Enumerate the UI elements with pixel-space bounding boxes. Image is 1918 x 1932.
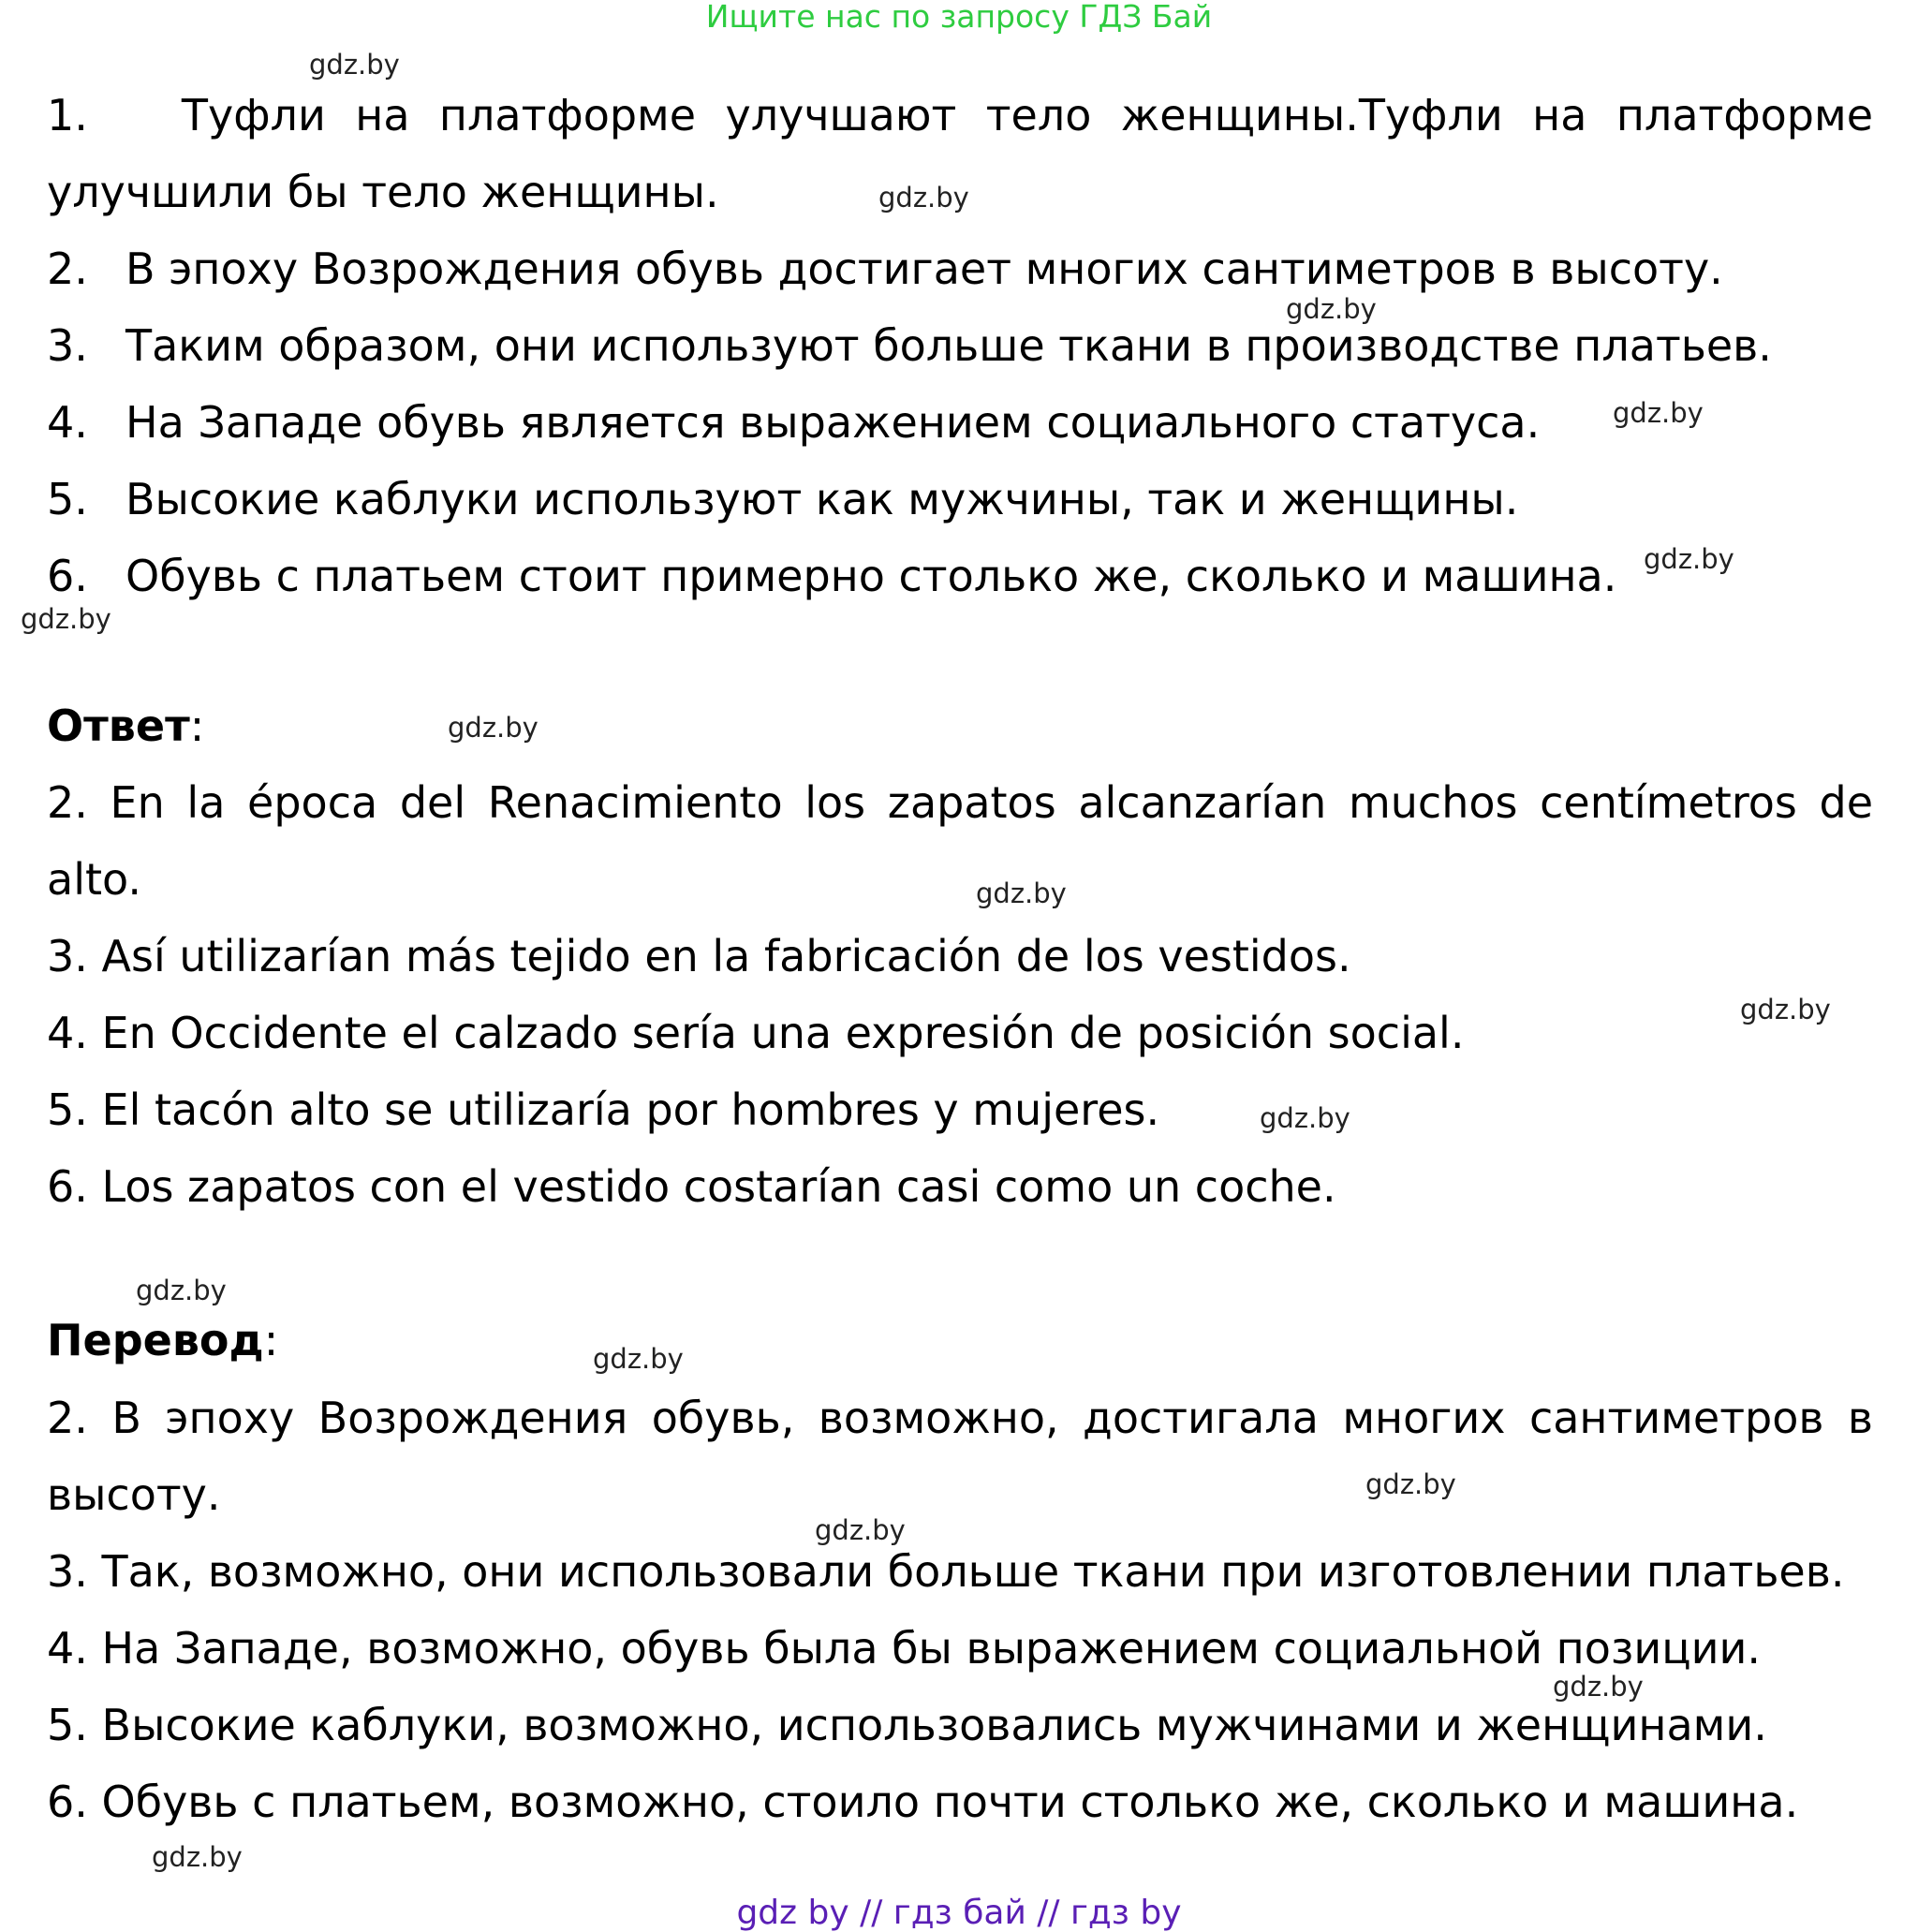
item-number: 2. (47, 243, 88, 294)
watermark: gdz.by (1644, 543, 1734, 575)
watermark: gdz.by (1365, 1468, 1456, 1500)
item-number: 4. (47, 397, 88, 448)
item-text: Таким образом, они используют больше ткани в производстве платьев. (125, 320, 1772, 371)
answer-line-1: 2. En la época del Renacimiento los zapatos alcanzarían muchos centímetros de (47, 777, 1873, 828)
item-text: Высокие каблуки используют как мужчины, так и женщины. (125, 474, 1519, 524)
watermark: gdz.by (1613, 397, 1704, 429)
answer-heading-text: Ответ (47, 701, 190, 751)
watermark: gdz.by (309, 49, 400, 81)
translation-line-5: 5. Высокие каблуки, возможно, использовались мужчинами и женщинами. (47, 1700, 1767, 1750)
watermark: gdz.by (152, 1841, 243, 1873)
search-banner: Ищите нас по запросу ГДЗ Бай (705, 0, 1213, 35)
watermark: gdz.by (448, 712, 539, 744)
watermark: gdz.by (136, 1275, 227, 1306)
translation-line-1: 2. В эпоху Возрождения обувь, возможно, достигала многих сантиметров в (47, 1393, 1873, 1443)
exercise-item-2 (47, 230, 1723, 307)
answer-line-4: 4. En Occidente el calzado sería una expresión de posición social. (47, 1008, 1465, 1058)
exercise-item-4 (47, 384, 1540, 461)
watermark: gdz.by (976, 878, 1067, 909)
exercise-item-3 (47, 307, 1772, 384)
translation-line-4: 4. На Западе, возможно, обувь была бы выражением социальной позиции. (47, 1623, 1761, 1674)
translation-heading (47, 1315, 278, 1365)
watermark: gdz.by (1553, 1671, 1644, 1703)
exercise-item-1-line-1 (47, 77, 1873, 154)
answer-line-5: 5. El tacón alto se utilizaría por hombres y mujeres. (47, 1084, 1160, 1135)
item-number: 1. (47, 90, 88, 140)
answer-heading (47, 701, 204, 751)
translation-line-2: высоту. (47, 1469, 221, 1520)
exercise-item-5 (47, 461, 1518, 538)
translation-heading-text: Перевод (47, 1315, 264, 1365)
watermark: gdz.by (815, 1514, 906, 1546)
item-text: Обувь с платьем стоит примерно столько же, сколько и машина. (125, 551, 1617, 601)
watermark: gdz.by (1260, 1102, 1350, 1134)
item-number: 5. (47, 474, 88, 524)
watermark: gdz.by (593, 1343, 684, 1375)
exercise-item-6 (47, 538, 1616, 614)
answer-line-6: 6. Los zapatos con el vestido costarían casi como un coche. (47, 1161, 1336, 1212)
watermark: gdz.by (21, 603, 111, 635)
item-text: На Западе обувь является выражением социального статуса. (125, 397, 1541, 448)
exercise-item-1-line-2: улучшили бы тело женщины. (47, 167, 719, 217)
item-number: 6. (47, 551, 88, 601)
item-text: Туфли на платформе улучшают тело женщины.Туфли на платформе (181, 90, 1873, 140)
watermark: gdz.by (1740, 994, 1831, 1025)
translation-line-6: 6. Обувь с платьем, возможно, стоило почти столько же, сколько и машина. (47, 1777, 1799, 1827)
item-number: 3. (47, 320, 88, 371)
item-text: В эпоху Возрождения обувь достигает многих сантиметров в высоту. (125, 243, 1723, 294)
answer-line-3: 3. Así utilizarían más tejido en la fabricación de los vestidos. (47, 931, 1351, 981)
watermark: gdz.by (1286, 293, 1377, 325)
watermark: gdz.by (878, 182, 969, 214)
answer-heading-colon: : (189, 701, 205, 751)
footer-links: gdz by // гдз бай // гдз by (736, 1894, 1182, 1932)
translation-line-3: 3. Так, возможно, они использовали больше ткани при изготовлении платьев. (47, 1546, 1845, 1597)
translation-heading-colon: : (263, 1315, 279, 1365)
answer-line-2: alto. (47, 854, 141, 905)
